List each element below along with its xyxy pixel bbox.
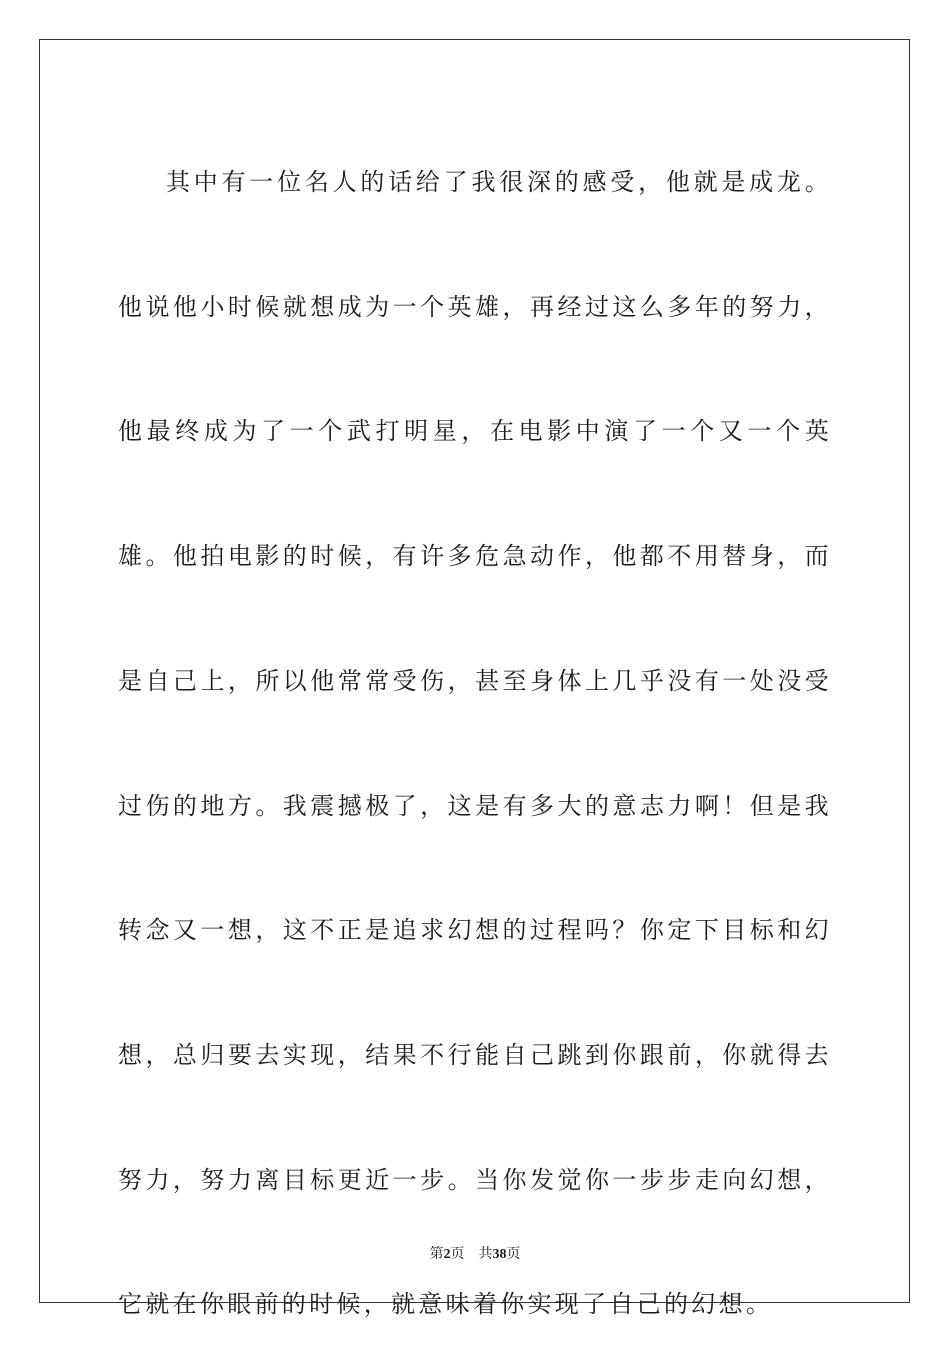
- body-paragraph: 其中有一位名人的话给了我很深的感受，他就是成龙。他说他小时候就想成为一个英雄，再经过这么多年的努力，他最终成为了一个武打明星，在电影中演了一个又一个英雄。他拍电影的时候，有许多危急动作，他都不用替身，而是自己上，所以他常常受伤，甚至身体上几乎没有一处没受过伤的地方。我震撼极了，这是有多大的意志力啊！但是我转念又一想，这不正是追求幻想的过程吗？你定下目标和幻想，总归要去实现，结果不行能自己跳到你跟前，你就得去努力，努力离目标更近一步。当你发觉你一步步走向幻想，它就在你眼前的时候，就意味着你实现了自己的幻想。: [118, 168, 832, 1319]
- page-suffix: 页: [450, 1246, 465, 1262]
- total-suffix: 页: [506, 1246, 521, 1262]
- page-prefix: 第: [429, 1246, 444, 1262]
- total-prefix: 共: [478, 1246, 493, 1262]
- page-footer: [0, 1244, 950, 1265]
- total-pages-number: 38: [492, 1247, 507, 1262]
- page-current-number: 2: [443, 1247, 451, 1262]
